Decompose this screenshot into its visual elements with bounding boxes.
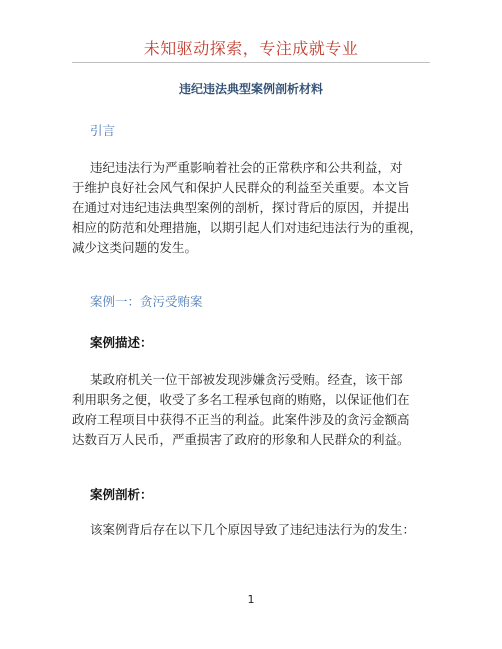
intro-paragraph [72,158,432,258]
section-heading-intro: 引言 [90,123,116,138]
intro-line-2: 于维护良好社会风气和保护人民群众的利益至关重要。本文旨 [72,180,410,195]
case-analysis-line-1: 该案例背后存在以下几个原因导致了违纪违法行为的发生： [90,522,416,537]
page-number: 1 [247,593,255,606]
intro-line-3: 在通过对违纪违法典型案例的剖析，探讨背后的原因，并提出 [72,200,410,215]
intro-line-1: 违纪违法行为严重影响着社会的正常秩序和公共利益，对 [90,160,403,175]
case-analysis-heading: 案例剖析： [90,487,153,502]
header-watermark: 未知驱动探索，专注成就专业 [143,39,359,58]
header-divider [72,62,430,63]
intro-line-4: 相应的防范和处理措施，以期引起人们对违纪违法行为的重视， [72,220,423,235]
case-description-paragraph [72,370,432,450]
case-description-heading: 案例描述： [90,335,153,350]
case-desc-line-2: 利用职务之便，收受了多名工程承包商的贿赂，以保证他们在 [72,392,410,407]
section-heading-case1: 案例一：贪污受贿案 [90,294,203,309]
case-desc-line-3: 政府工程项目中获得不正当的利益。此案件涉及的贪污金额高 [72,412,410,427]
intro-line-5: 减少这类问题的发生。 [72,240,198,255]
case-desc-line-1: 某政府机关一位干部被发现涉嫌贪污受贿。经查，该干部 [90,372,403,387]
document-title: 违纪违法典型案例剖析材料 [178,82,323,96]
case-desc-line-4: 达数百万人民币，严重损害了政府的形象和人民群众的利益。 [72,432,410,447]
case-analysis-paragraph [72,520,432,540]
